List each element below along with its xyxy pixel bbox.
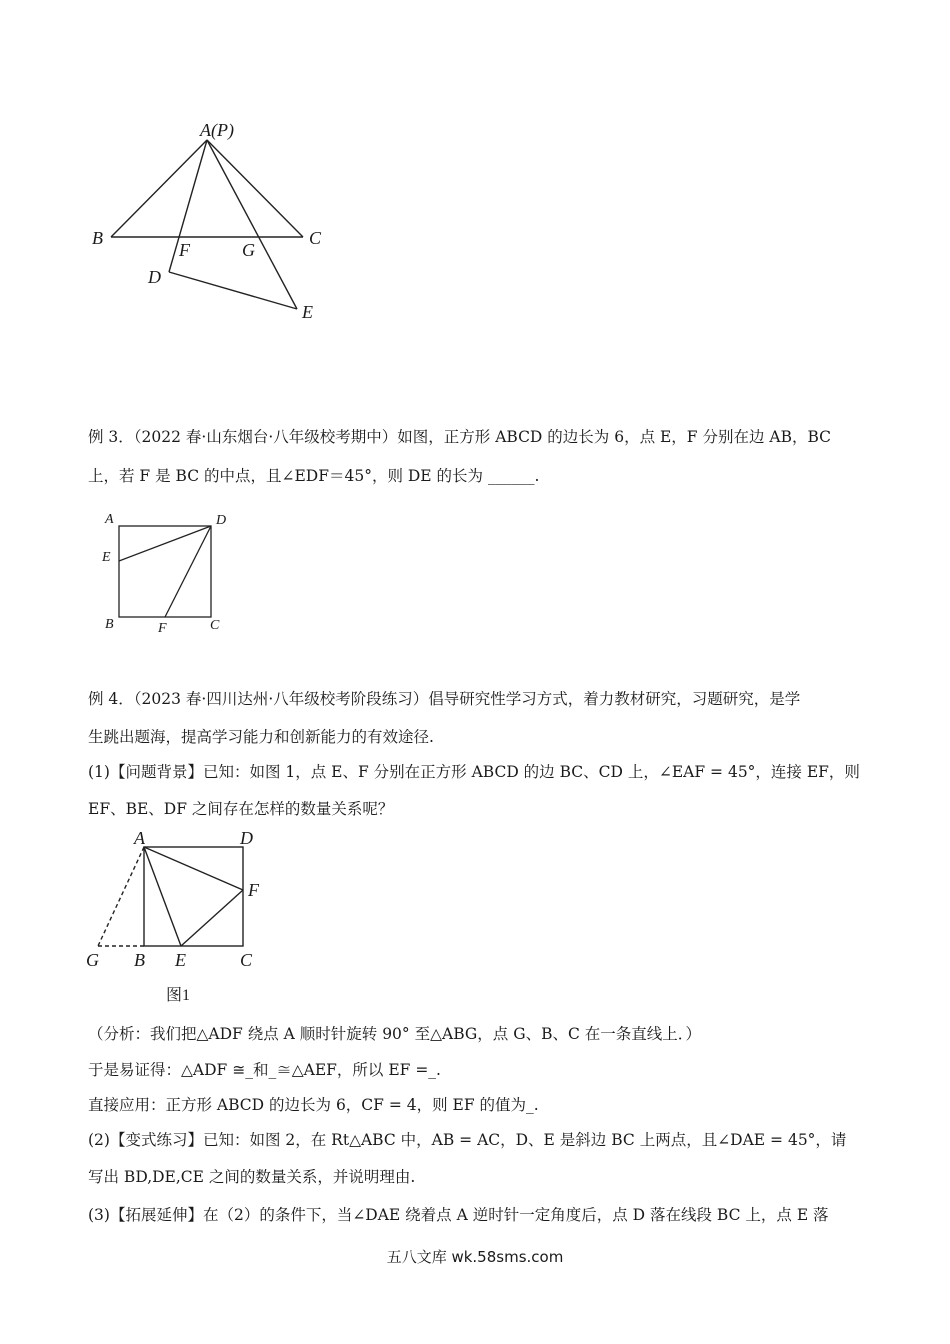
label-F: F bbox=[248, 880, 259, 900]
application-text: 直接应用：正方形 ABCD 的边长为 6，CF = 4，则 EF 的值为_. bbox=[88, 1096, 539, 1114]
example3-line1: 例 3．（2022 春·山东烟台·八年级校考期中）如图，正方形 ABCD 的边长为 6，点 E，F 分别在边 AB，BC bbox=[88, 428, 832, 446]
segment-DE bbox=[169, 272, 297, 309]
label-B: B bbox=[92, 228, 103, 248]
label-E: E bbox=[102, 550, 111, 565]
label-F: F bbox=[179, 240, 190, 260]
question2-line1: (2)【变式练习】已知：如图 2，在 Rt△ABC 中，AB = AC，D、E 是斜边 BC 上两点，且∠DAE = 45°，请 bbox=[88, 1131, 847, 1149]
segment-EF bbox=[181, 890, 243, 946]
label-A: A bbox=[134, 828, 145, 848]
label-D: D bbox=[240, 828, 253, 848]
label-C: C bbox=[210, 618, 220, 633]
proof-text: 于是易证得：△ADF ≅_和_≅△AEF，所以 EF =_. bbox=[88, 1061, 441, 1079]
label-B: B bbox=[134, 950, 145, 970]
question2-line2: 写出 BD,DE,CE 之间的数量关系，并说明理由. bbox=[88, 1168, 416, 1186]
label-E: E bbox=[175, 950, 186, 970]
segment-DE bbox=[119, 526, 211, 561]
example4-line1: 例 4．（2023 春·四川达州·八年级校考阶段练习）倡导研究性学习方式，着力教材研究，习题研究，是学 bbox=[88, 690, 801, 708]
segment-DF bbox=[165, 526, 211, 617]
footer-watermark: 五八文库 wk.58sms.com bbox=[386, 1248, 564, 1266]
segment-AG-dashed bbox=[98, 847, 144, 946]
question1-line1: (1)【问题背景】已知：如图 1，点 E、F 分别在正方形 ABCD 的边 BC、CD 上，∠EAF = 45°，连接 EF，则 bbox=[88, 763, 860, 781]
label-D: D bbox=[148, 267, 161, 287]
example3-line2: 上，若 F 是 BC 的中点，且∠EDF＝45°，则 DE 的长为 ______. bbox=[88, 467, 540, 485]
square-ABCD-fig1 bbox=[144, 847, 243, 946]
label-D: D bbox=[216, 513, 227, 528]
figure1-caption: 图1 bbox=[166, 987, 191, 1004]
label-C: C bbox=[240, 950, 253, 970]
label-G: G bbox=[242, 240, 255, 260]
question1-line2: EF、BE、DF 之间存在怎样的数量关系呢？ bbox=[88, 800, 394, 818]
question3-line1: (3)【拓展延伸】在（2）的条件下，当∠DAE 绕着点 A 逆时针一定角度后，点 D 落在线段 BC 上，点 E 落 bbox=[88, 1206, 829, 1224]
label-F: F bbox=[158, 621, 167, 636]
example4-line2: 生跳出题海，提高学习能力和创新能力的有效途径. bbox=[88, 728, 434, 746]
segment-AE bbox=[207, 140, 297, 309]
label-E: E bbox=[302, 302, 313, 322]
label-A: A bbox=[105, 512, 114, 527]
square-ABCD bbox=[119, 526, 211, 617]
segment-AF bbox=[144, 847, 243, 890]
label-G: G bbox=[86, 950, 99, 970]
analysis-text: （分析：我们把△ADF 绕点 A 顺时针旋转 90° 至△ABG，点 G、B、C 在一条直线上．） bbox=[88, 1025, 702, 1043]
segment-AE bbox=[144, 847, 181, 946]
label-A-P: A(P) bbox=[200, 120, 234, 140]
label-C: C bbox=[309, 228, 322, 248]
segment-AC bbox=[207, 140, 303, 237]
label-B: B bbox=[105, 617, 114, 632]
